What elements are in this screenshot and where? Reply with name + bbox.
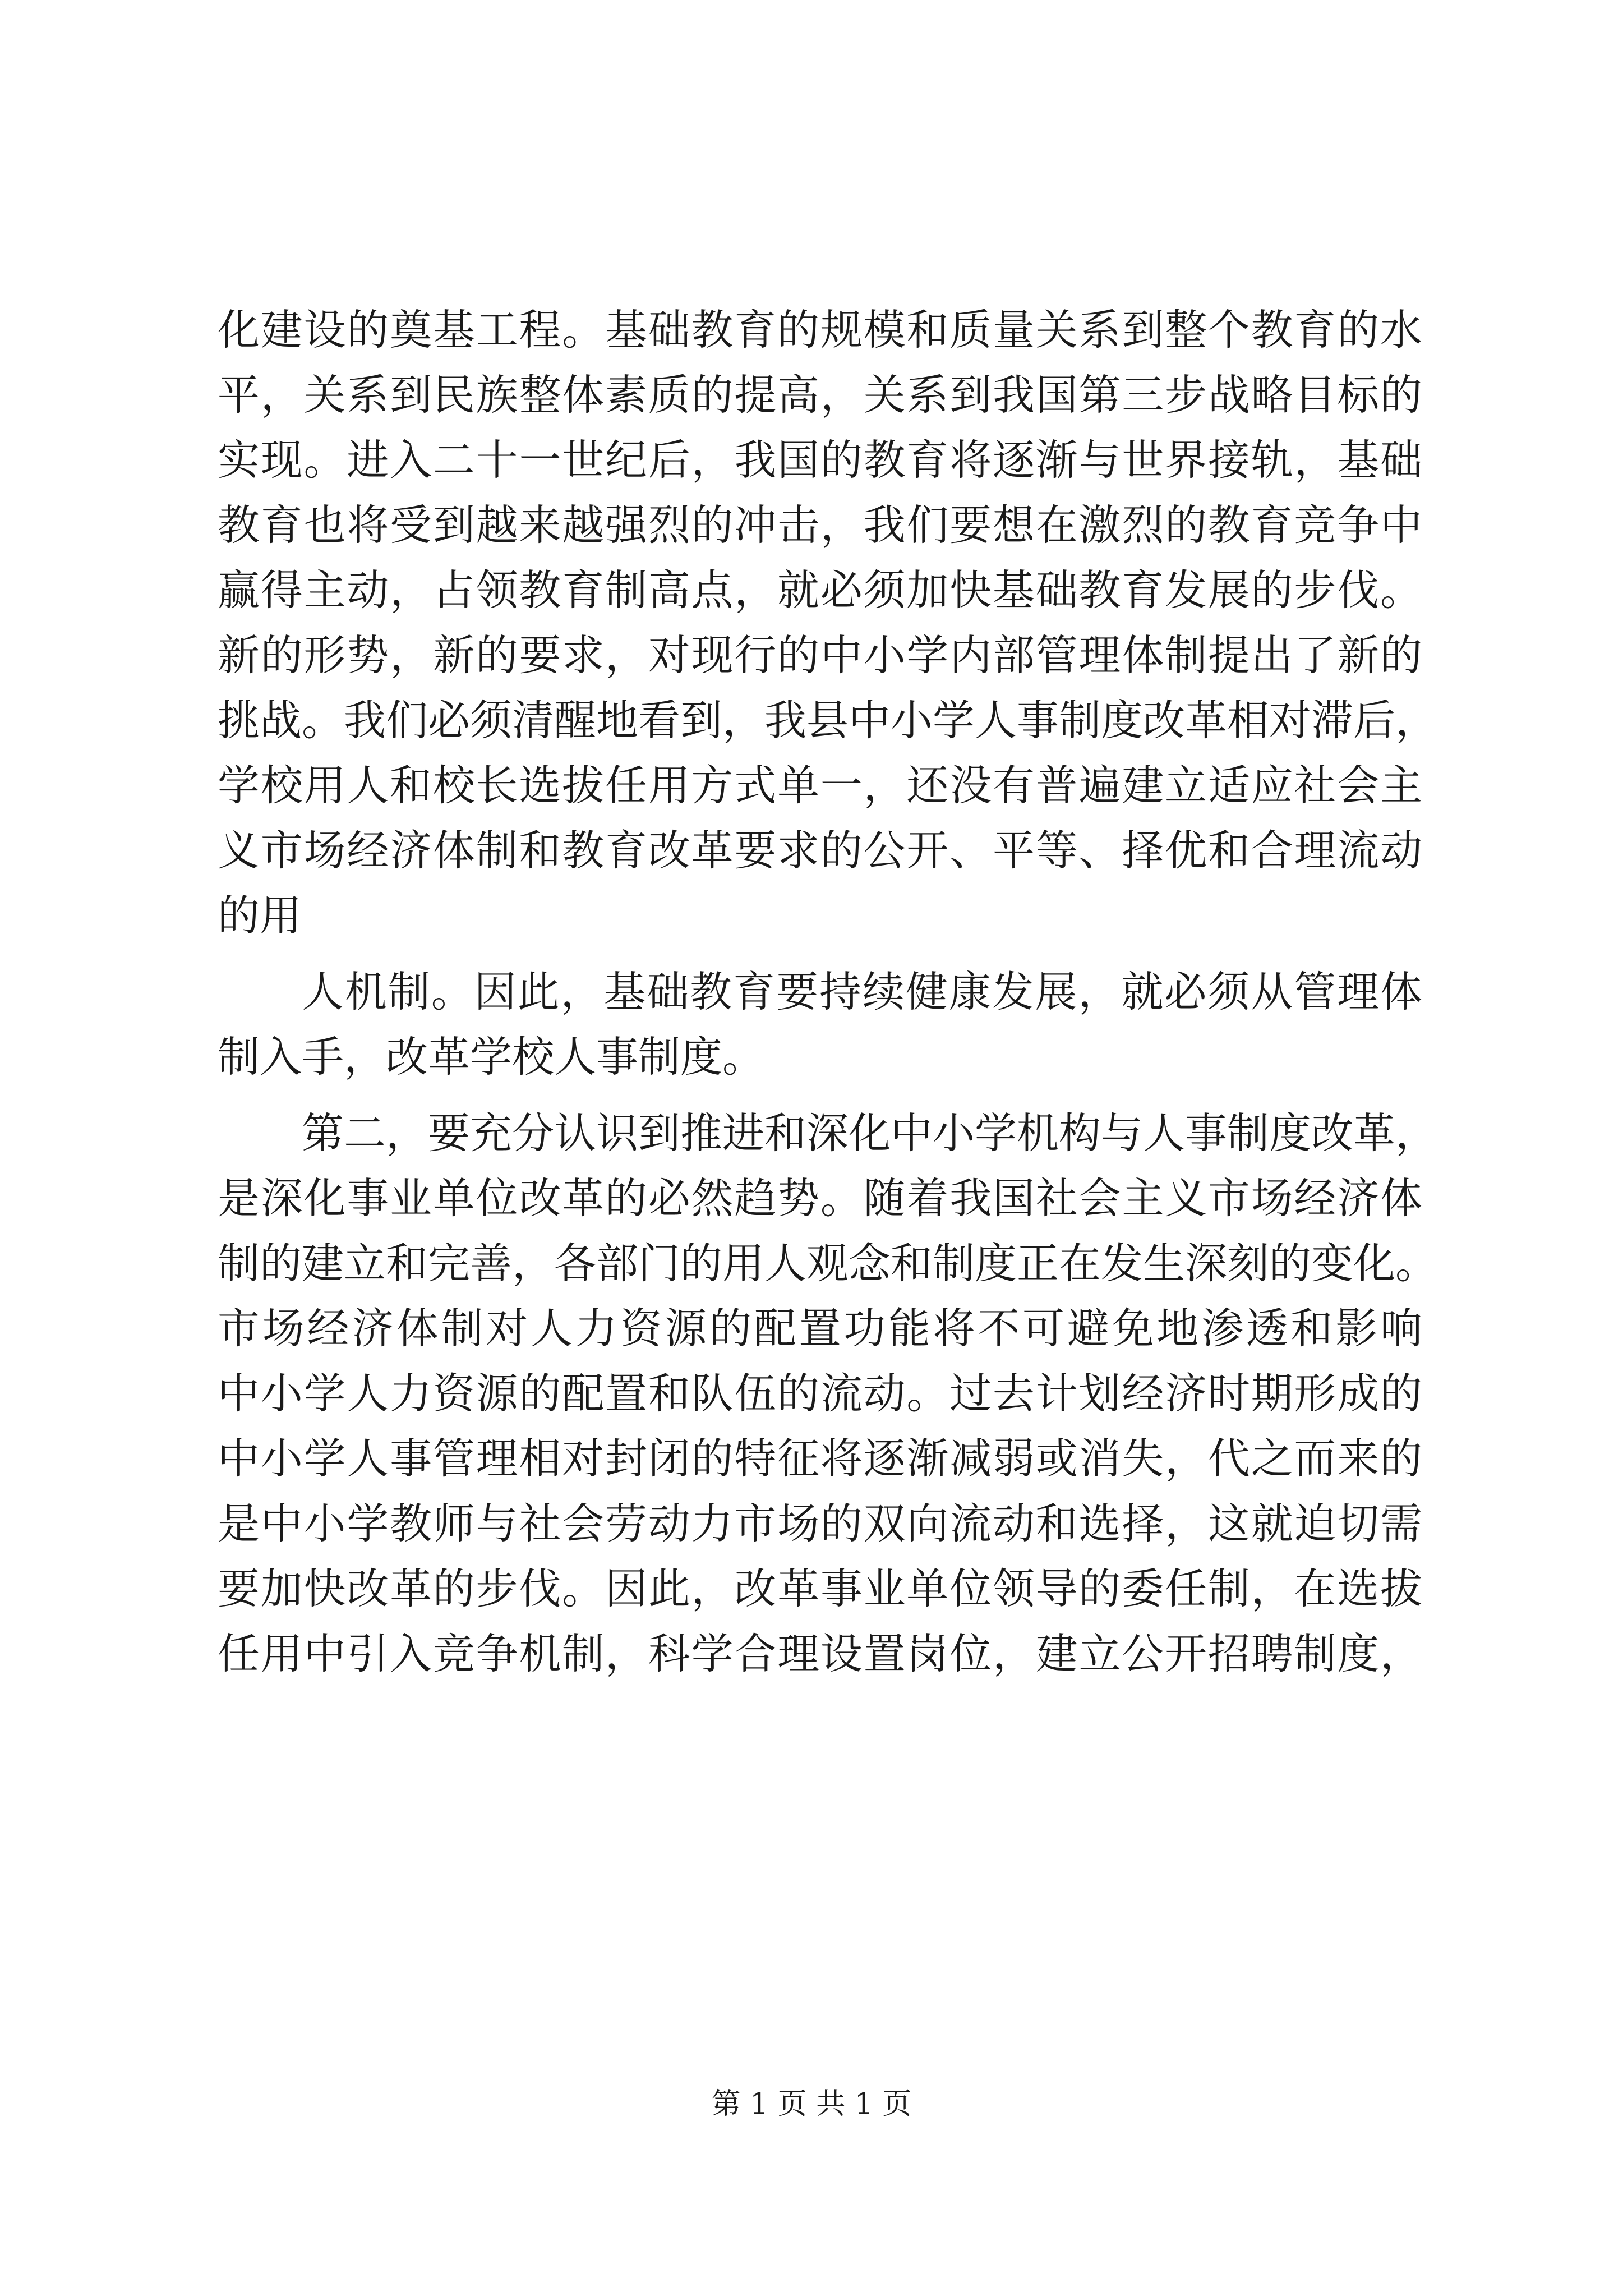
text-line: 第二，要充分认识到推进和深化中小学机构与人事制度改革， bbox=[302, 1108, 1438, 1158]
text-line: 教育也将受到越来越强烈的冲击，我们要想在激烈的教育竞争中 bbox=[218, 500, 1422, 550]
text-line: 化建设的奠基工程。基础教育的规模和质量关系到整个教育的水 bbox=[218, 305, 1422, 355]
text-line: 中小学人力资源的配置和队伍的流动。过去计划经济时期形成的 bbox=[218, 1369, 1422, 1418]
text-line: 实现。进入二十一世纪后，我国的教育将逐渐与世界接轨，基础 bbox=[218, 435, 1422, 485]
text-line: 制的建立和完善，各部门的用人观念和制度正在发生深刻的变化。 bbox=[218, 1239, 1438, 1288]
text-line: 任用中引入竞争机制，科学合理设置岗位，建立公开招聘制度， bbox=[218, 1629, 1422, 1678]
text-line: 新的形势，新的要求，对现行的中小学内部管理体制提出了新的 bbox=[218, 631, 1422, 680]
text-line: 中小学人事管理相对封闭的特征将逐渐减弱或消失，代之而来的 bbox=[218, 1434, 1422, 1483]
page-footer: 第 1 页 共 1 页 bbox=[711, 2087, 912, 2121]
text-line: 学校用人和校长选拔任用方式单一，还没有普遍建立适应社会主 bbox=[218, 761, 1422, 810]
text-line: 市场经济体制对人力资源的配置功能将不可避免地渗透和影响 bbox=[218, 1304, 1422, 1353]
text-line: 人机制。因此，基础教育要持续健康发展，就必须从管理体 bbox=[302, 967, 1422, 1016]
text-line: 是深化事业单位改革的必然趋势。随着我国社会主义市场经济体 bbox=[218, 1174, 1422, 1223]
text-line: 是中小学教师与社会劳动力市场的双向流动和选择，这就迫切需 bbox=[218, 1499, 1422, 1548]
text-line: 挑战。我们必须清醒地看到，我县中小学人事制度改革相对滞后， bbox=[218, 696, 1438, 745]
text-line: 平，关系到民族整体素质的提高，关系到我国第三步战略目标的 bbox=[218, 370, 1422, 420]
text-line: 义市场经济体制和教育改革要求的公开、平等、择优和合理流动 bbox=[218, 826, 1422, 875]
text-line: 要加快改革的步伐。因此，改革事业单位领导的委任制，在选拔 bbox=[218, 1564, 1422, 1613]
text-line: 制入手，改革学校人事制度。 bbox=[218, 1032, 765, 1082]
text-line: 赢得主动，占领教育制高点，就必须加快基础教育发展的步伐。 bbox=[218, 565, 1422, 615]
text-line: 的用 bbox=[218, 891, 302, 940]
body-text bbox=[218, 297, 1438, 1686]
